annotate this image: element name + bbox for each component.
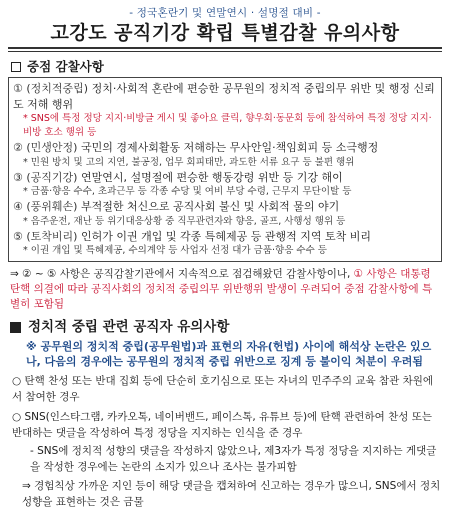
note-emphasis: ① 사항은 대통령 탄핵 의결에 따라 공직사회의 정치적 중립의무 위반행위 발생이 우려되어 중점 감찰사항에 특별히 포함됨 (10, 268, 433, 310)
item-number: ② (민생안정) (13, 141, 78, 154)
caution-item-1: ○ 탄핵 찬성 또는 반대 집회 등에 단순히 호기심으로 또는 자녀의 민주주의 교육 참관 차원에서 참여한 경우 (12, 375, 434, 403)
item-number: ⑤ (토착비리) (13, 229, 78, 243)
hollow-square-icon (11, 62, 21, 72)
filled-square-icon (10, 322, 21, 333)
item-subnote: * 금품·향응 수수, 초과근무 등 각종 수당 및 여비 부당 수령, 근무지 무단이탈 등 (23, 186, 352, 197)
section2-heading (8, 318, 442, 336)
item-text: 부적절한 처신으로 공직사회 불신 및 사회적 물의 야기 (80, 200, 340, 213)
section2-star-note: ※ 공무원의 정치적 중립(공무원법)과 표현의 자유(헌법) 사이에 해석상 논란은 있으나, 다음의 경우에는 공무원의 정치적 중립 위반으로 징계 등 불이익 처분이 우려됨 (26, 340, 432, 368)
section1-heading (8, 58, 442, 75)
item-text: 정치·사회적 혼란에 편승한 공무원의 정치적 중립의무 위반 및 행정 신뢰도 저해 행위 (13, 82, 435, 111)
item-subnote: * 이권 개입 및 특혜제공, 수의계약 등 사업자 선정 대가 금품·향응 수수 등 (23, 245, 327, 256)
item-text: 연말연시, 설명절에 편승한 행동강령 위반 등 기강 해이 (80, 170, 343, 184)
caution-item-2: ○ SNS(인스타그램, 카카오톡, 네이버밴드, 페이스톡, 유튜브 등)에 탄핵 관련하여 찬성 또는 반대하는 댓글을 작성하여 특정 정당을 지지하는 인식을 준 경우 (12, 411, 432, 439)
section2-heading-text: 정치적 중립 관련 공직자 유의사항 (28, 319, 230, 335)
focus-item-5 (13, 229, 435, 245)
note-prefix: ⇒ ② ~ ⑤ 사항은 공직감찰기관에서 지속적으로 점검해왔던 감찰사항이나, (10, 268, 354, 280)
focus-items-box (8, 77, 442, 262)
page-title: 고강도 공직기강 확립 특별감찰 유의사항 (50, 22, 400, 44)
item-number: ① (정치적중립) (13, 82, 89, 95)
header-subtitle: - 정국혼란기 및 연말연시 · 설명절 대비 - (129, 7, 321, 19)
section1-heading-text: 중점 감찰사항 (27, 59, 104, 74)
item-subnote: * 음주운전, 재난 등 위기대응상황 중 직무관련자와 향응, 골프, 사행성 행위 등 (23, 215, 346, 227)
section1-note (8, 267, 442, 312)
item-subnote: * SNS에 특정 정당 지지·비방글 게시 및 좋아요 클릭, 향우회·동문회 등에 참석하여 특정 정당 지지·비방 호소 행위 등 (23, 113, 432, 138)
focus-item-4 (13, 199, 435, 215)
focus-item-2 (13, 140, 435, 156)
title-divider (8, 47, 442, 52)
focus-item-1 (13, 81, 435, 112)
item-subnote: * 민원 방치 및 고의 지연, 불공정, 업무 회피태만, 과도한 서류 요구 등 불편 행위 (23, 156, 355, 168)
caution-subitem: - SNS에 정치적 성향의 댓글을 작성하지 않았으나, 제3자가 특정 정당을 지지하는 게댓글을 작성한 경우에는 논란의 소지가 있으나 조사는 불가피함 (30, 445, 437, 473)
item-number: ④ (풍위훼손) (13, 200, 78, 213)
item-number: ③ (공직기강) (13, 170, 78, 184)
focus-item-3 (13, 170, 435, 186)
item-text: 국민의 경제사회활동 저해하는 무사안일·책임회피 등 소극행정 (80, 141, 379, 154)
item-text: 인허가 이권 개입 및 각종 특혜제공 등 관행적 지역 토착 비리 (80, 229, 371, 243)
caution-conclusion: ⇒ 경험칙상 가까운 지인 등이 해당 댓글을 캡쳐하여 신고하는 경우가 많으니, SNS에서 정치 성향을 표현하는 것은 금물 (22, 480, 441, 508)
